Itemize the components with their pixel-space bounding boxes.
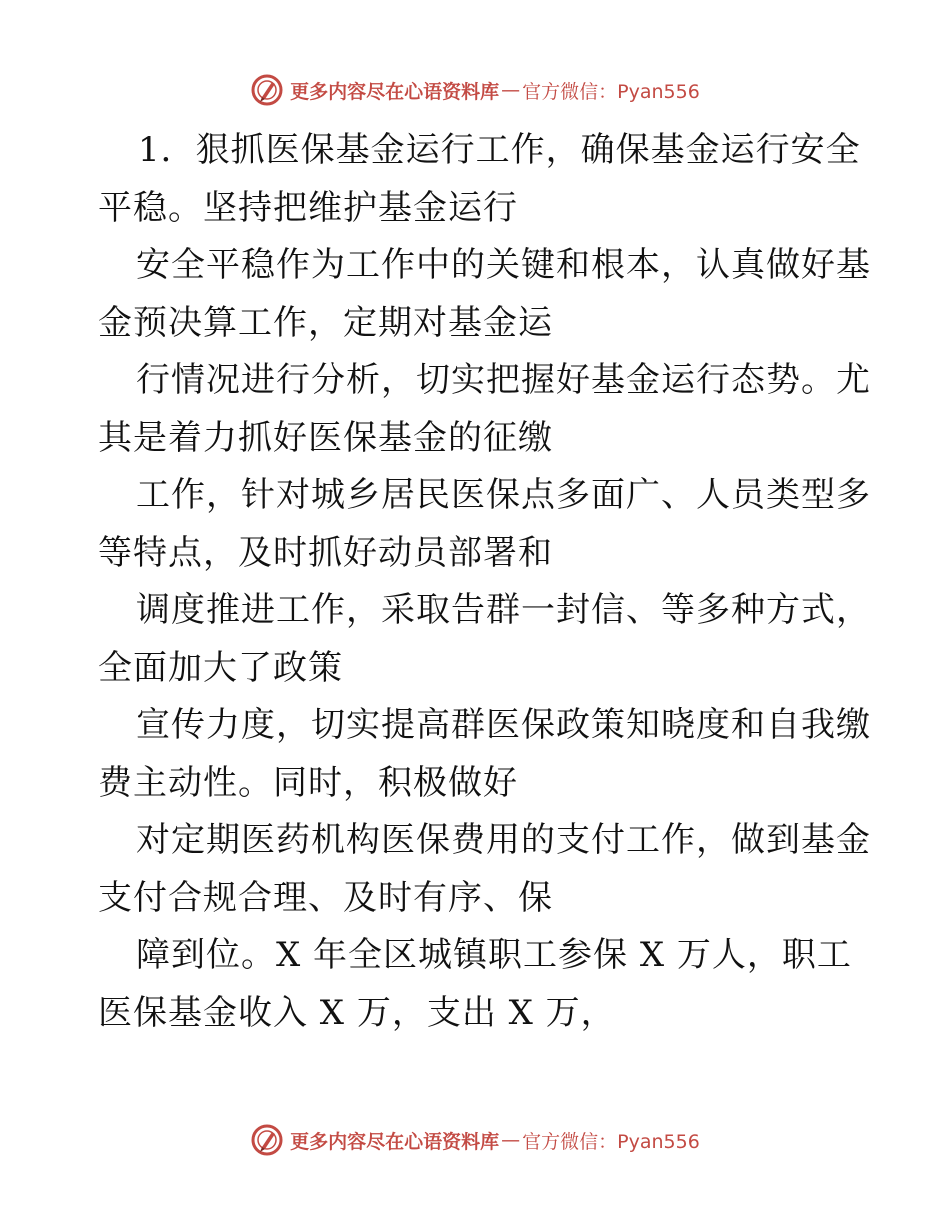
text-line: 金预决算工作，定期对基金运: [98, 302, 553, 343]
pen-circle-logo-icon: [250, 1123, 284, 1157]
header-wechat-text: 官方微信：Pyan556: [522, 80, 700, 103]
text-line: 1．狠抓医保基金运行工作，确保基金运行安全: [138, 130, 861, 170]
header-banner: [0, 70, 950, 110]
text-line: 平稳。坚持把维护基金运行: [98, 187, 518, 228]
text-line: 费主动性。同时，积极做好: [98, 762, 518, 803]
pen-circle-logo-icon: [250, 73, 284, 107]
text-line: 医保基金收入 X 万，支出 X 万，: [98, 992, 616, 1033]
footer-wechat-text: 官方微信：Pyan556: [522, 1130, 700, 1153]
text-line: 调度推进工作，采取告群一封信、等多种方式，: [136, 590, 871, 630]
text-line: 等特点，及时抓好动员部署和: [98, 532, 553, 573]
header-brand-text: 更多内容尽在心语资料库: [290, 80, 500, 103]
text-line: 障到位。X 年全区城镇职工参保 X 万人，职工: [136, 935, 852, 975]
text-line: 其是着力抓好医保基金的征缴: [98, 417, 553, 458]
text-line: 对定期医药机构医保费用的支付工作，做到基金: [136, 820, 871, 860]
footer-separator: —: [501, 1129, 521, 1151]
footer-brand-text: 更多内容尽在心语资料库: [290, 1130, 500, 1153]
text-line: 安全平稳作为工作中的关键和根本，认真做好基: [136, 245, 871, 285]
text-line: 支付合规合理、及时有序、保: [98, 877, 553, 918]
text-line: 工作，针对城乡居民医保点多面广、人员类型多: [136, 475, 871, 515]
text-line: 宣传力度，切实提高群医保政策知晓度和自我缴: [136, 705, 871, 745]
text-line: 行情况进行分析，切实把握好基金运行态势。尤: [136, 360, 871, 400]
text-line: 全面加大了政策: [98, 647, 343, 688]
body-paragraph: [98, 122, 871, 1042]
footer-banner: [0, 1120, 950, 1160]
header-separator: —: [501, 79, 521, 101]
